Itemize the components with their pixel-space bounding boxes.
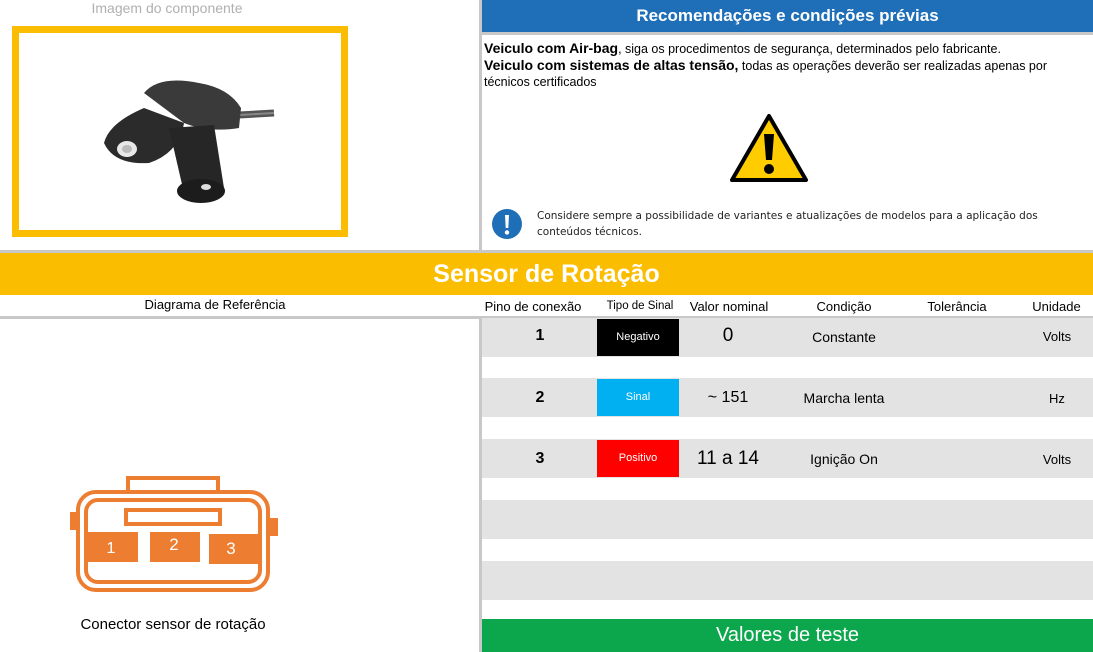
connector-diagram — [68, 472, 282, 596]
unit-value: Hz — [1049, 391, 1065, 406]
airbag-warning-text: , siga os procedimentos de segurança, determinados pelo fabricante. — [618, 42, 1001, 56]
nominal-value: 11 a 14 — [697, 448, 759, 469]
unit-value: Volts — [1042, 329, 1072, 344]
column-header-condition: Condição — [816, 299, 872, 314]
recommendations-text — [484, 40, 1084, 90]
column-header-pin: Pino de conexão — [484, 299, 582, 314]
high-voltage-warning-title: Veiculo com sistemas de altas tensão, — [484, 57, 739, 73]
vertical-divider-lower — [479, 318, 482, 652]
signal-type-badge: Negativo — [597, 319, 679, 356]
signal-type-badge: Sinal — [597, 379, 679, 416]
column-header-nominal: Valor nominal — [689, 299, 769, 314]
connector-pin-label: 2 — [169, 535, 179, 554]
info-note: Considere sempre a possibilidade de variantes e atualizações de modelos para a aplicação dos conteúdos técnicos. — [537, 210, 1038, 238]
signal-type-badge: Positivo — [597, 440, 679, 477]
condition-value: Marcha lenta — [803, 390, 885, 406]
nominal-value: 0 — [722, 325, 734, 346]
table-row-empty — [482, 561, 1093, 600]
info-exclamation-icon — [491, 208, 523, 240]
warning-triangle-icon — [729, 112, 809, 184]
nominal-value: ~ 151 — [707, 389, 749, 406]
page-title: Sensor de Rotação — [0, 253, 1093, 295]
connector-pin-label: 3 — [226, 539, 236, 558]
column-header-tolerance: Tolerância — [927, 299, 987, 314]
pin-number: 2 — [535, 389, 545, 406]
pin-number: 1 — [535, 327, 545, 344]
pin-number: 3 — [535, 450, 545, 467]
column-header-unit: Unidade — [1032, 299, 1081, 314]
test-values-banner: Valores de teste — [482, 619, 1093, 652]
image-caption: Imagem do componente — [91, 0, 243, 16]
airbag-warning-title: Veiculo com Air-bag — [484, 40, 619, 56]
column-header-signal-type: Tipo de Sinal — [606, 300, 674, 312]
vertical-divider — [479, 0, 482, 252]
diagram-label: Diagrama de Referência — [144, 297, 286, 312]
recommendations-header: Recomendações e condições prévias — [482, 0, 1093, 35]
unit-value: Volts — [1042, 452, 1072, 467]
component-image-frame — [12, 26, 348, 237]
high-voltage-warning-text: todas as operações deverão ser realizadas apenas por técnicos certificados — [484, 59, 1047, 89]
condition-value: Ignição On — [810, 451, 878, 467]
table-row-empty — [482, 500, 1093, 539]
connector-label: Conector sensor de rotação — [80, 616, 266, 633]
condition-value: Constante — [812, 329, 876, 345]
rotation-sensor-image — [89, 53, 289, 203]
connector-pin-label: 1 — [106, 540, 116, 557]
